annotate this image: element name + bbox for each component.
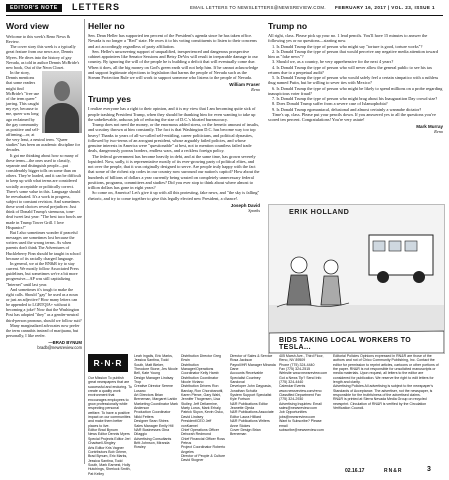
- letter-body-trump-no: [268, 33, 443, 122]
- letter-signature: Joseph David: [230, 202, 260, 208]
- letter-body-trump-yes: [88, 106, 260, 201]
- letter-question: 3. Should we, as a country, be very apprehensive for the next 4 years?: [272, 59, 394, 65]
- letter-city: Sparks: [248, 207, 260, 213]
- masthead-credit: Editor Brad Bynum: [88, 428, 118, 433]
- editors-note-tag: EDITOR'S NOTE: [6, 4, 62, 12]
- word-view-paragraph: It got me thinking about how so many of these terms—the ones used to classify, separate and distinguish people—put considerably bigger tolls on some than on others. They're loaded, and it can be difficult to keep up with what terms are considered socially acceptable or politically correct. There's some value in this. Language should be reevaluated. It's a work in progress, subject to constant revision. And sometimes these word choices reveal prejudices: Just think of Donald Trump's strenuous, tone-deaf tweet last year: "The best taco bowls are made in Trump Tower Grill. I love Hispanics!": [6, 152, 82, 230]
- masthead-credit: Leah Ingalls, Eric Marks, Jessica Santina, Todd South, Matt Bieker, Theodore Stone, Jes Nicole Bell, Kate Young: [134, 354, 178, 376]
- contact-address: 405 Marsh Ave., Third Floor, Reno, NV 89509: [279, 354, 324, 363]
- masthead-credit: Design Manager Lindsay Trop: [134, 375, 174, 385]
- masthead-credit: Contributors Bob Grimm, Brad Bynum, Eric Marks, Jessica Santina, Todd South, Mark Earnest, Holly Hutchings, Sherlock Smith, Pat Kelley: [88, 449, 131, 476]
- letters-right-column: [268, 19, 443, 134]
- masthead-credit: Distribution Director Greg Erwin: [181, 354, 222, 363]
- masthead-credit: President/CEO Jeff vonKaenel: [181, 419, 212, 428]
- word-view-paragraph: Many marginalized advocates now prefer the term cannabis instead of marijuana, but personally, I like reefer.: [6, 322, 80, 339]
- masthead-credit: Chief Operations Officer Deborah Redmond: [181, 427, 219, 437]
- cartoon-bus-wheel: [413, 271, 425, 283]
- word-view-paragraph: In the story, Dennis mentions that some readers might find McBride's "free use of the term queer" jarring. This caught my eye, because to me, queer was long ago reclaimed by the gay community as positive and self-affirming—or, at the very least, a neutral term. "Queer studies" has been an academic discipline for decades.: [6, 70, 81, 153]
- letter-title-trump-no: Trump no: [268, 21, 308, 31]
- email-letters-line: EMAIL LETTERS TO NEWSLETTERS@NEWSREVIEW.COM.: [190, 5, 326, 10]
- letters-middle-column: [88, 19, 260, 213]
- cartoon-bus-window: [389, 241, 401, 251]
- cartoon-caption: BIDS TAKING LOCAL WORKERS TO TESLA...: [279, 337, 412, 351]
- printed-on-note: RN&R is printed at Sierra Nevada Media Group on recycled newsprint. Circulation of RN&R is verified by the Circulation Verification Council.: [333, 397, 427, 411]
- letter-paragraph: Sen. Dean Heller has supported ten percent of the President's agenda since he has taken office. Nevada is no longer a "Red" state. He owes it to his voting constituents to listen to their concerns and act accordingly regardless of party affiliation.: [88, 33, 257, 49]
- letter-question: 9. Is Donald Trump egomaniacal, delusional and almost certainly a wannabe dictator?: [272, 106, 422, 112]
- masthead-column-3: [181, 354, 227, 463]
- letter-question: 6. Is Donald Trump the type of person who might be likely to spend millions on a probe regarding inauspicious voter fraud?: [268, 85, 443, 96]
- masthead-credit: Chief Financial Officer Ross Petrus: [181, 436, 225, 445]
- contact-fax: Fax (775) 324-2515: [279, 367, 311, 372]
- editorial-policies: Editorial Policies Opinions expressed in RN&R are those of the authors and not of Chico Community Publishing, Inc. Contact the editor for permission to reprint articles, cartoons or other portions of the paper. RN&R is not responsible for unsolicited manuscripts or media materials. Upon request, all letters to the editor are considered for publication. We reserve the right to edit letters for length and clarity.: [333, 354, 439, 385]
- contact-advertising-email[interactable]: Advertising Inquiries: Email sales@newsreview.com: [279, 401, 322, 411]
- letter-question: 5. Is Donald Trump the type of person who would safely feel a certain simpatico with a ruthless thug named Putin, but be willing to sever ties with Mexico?: [268, 75, 439, 86]
- letter-paragraph: Sen. Heller's unwavering support of unqualified, inexperienced and dangerous prospective cabinet appointees like Senator Sessions and Betsy DeVos will result in irreparable damage to our country. By ignoring the will of the people he is building a deficit that will eventually come due. When it does, all the big money on God's green earth will not help him. If he cannot acknowledge and support legitimate objections to legislation that harms the people of Nevada such as the Stream Protection Rule we will work to support someone who listens to the people of Nevada.: [88, 48, 259, 80]
- letter-body-heller-no: [88, 33, 260, 80]
- masthead-credit: Arts Editor Kris Vagner: [88, 445, 124, 450]
- footer-section: RN&R: [384, 468, 403, 474]
- masthead-credit: Production Coordinator Nikki Fetters: [134, 410, 171, 419]
- advertising-policies: Advertising Policies All advertising is subject to the newspaper's Standards of Acceptance. The advertiser, not the newspaper, is responsible for the truthfulness of the advertised claims.: [333, 384, 434, 398]
- masthead-credit: News Editor Dennis Myers: [88, 432, 130, 437]
- letter-signature: William Fraser: [229, 82, 260, 88]
- letter-question: 1. Is Donald Trump the type of person who might say "torture is good, torture works"?: [272, 43, 423, 49]
- contact-classified: Classified Department Fax (775) 324-2930: [279, 393, 321, 402]
- masthead-mission: Our Mission To publish great newspapers that are successful and enduring. To create a quality work environment that encourages employees to grow professionally while respecting personal welfare. To have a positive impact on our communities and make them better places to live.: [88, 376, 132, 428]
- word-view-paragraph: Welcome to this week's Reno News & Review.: [6, 34, 71, 45]
- cartoon-figure-body: [321, 276, 341, 305]
- letter-paragraph: Trump does not need the money, or the enormous added stress, or the frenetic amount of insults, and scrutiny thrown at him constantly. The fact is that Washington D.C. has become way too top heavy! Thanks to years of all-so-called self-entitling, career politicians, and political dynasties, followed by two-terms of an arrogant president, whose arguably failed policies, and whose genuine interests in America were "questionable" at best, not to mention countless failed trade deals, dangerously porous borders, endless wars, and a reckless foreign policy.: [88, 122, 260, 154]
- masthead-credit: Creative Director Serene Lusano: [134, 384, 174, 393]
- letter-question: 8. Does Donald Trump suffer from a severe case of Islamophobia?: [272, 101, 388, 107]
- masthead-credit: Director of Sales & Service Rosa Jackson: [230, 354, 273, 363]
- cartoon-bus-wheel: [377, 271, 389, 283]
- cartoon-figure-head: [291, 257, 307, 273]
- portrait-head: [54, 81, 70, 101]
- column-divider: [84, 19, 85, 464]
- rnr-logo: R·N·R: [88, 354, 128, 372]
- masthead-column-5: [279, 354, 329, 432]
- masthead-credit: Director of People & Culture David Stogner: [181, 453, 226, 463]
- masthead-credit: Developer John Daypasia, Jonathan Schultz: [230, 384, 272, 393]
- masthead-credit: N&R Publications Associate Editor Laura Hilliard: [230, 410, 274, 419]
- letter-question: 2. Is Donald Trump the type of person that would perceive any negative media attention toward him as "fake news"?: [268, 48, 438, 59]
- letter-paragraph: Time's up, class. Please put your pencils down. If you answered yes to all the questions you've scored ten percent. Congratulations! You're very astute!: [268, 111, 436, 122]
- masthead-credit: Sales Manager Emily Hill: [134, 423, 174, 428]
- masthead-credit: Art Directors Brian Breneman, Margaret Larkin: [134, 393, 178, 402]
- masthead-column-6: [333, 354, 441, 410]
- letter-paragraph: I realize everyone has a right to their opinion, and it is my view that I am becoming quite sick of people trashing President Trump, when they should be thanking him for even wanting to take up the unbelievable, arduous job of reducing the size of D.C.'s bloated bureaucracy.: [88, 106, 256, 122]
- cartoon-bus-window: [405, 241, 417, 251]
- editor-portrait-photo: [42, 71, 82, 133]
- letter-city: Reno: [434, 129, 443, 135]
- masthead-credit: Designer Sean Shires: [134, 419, 169, 424]
- editorial-cartoon: [268, 204, 445, 354]
- contact-jobs-email[interactable]: Job Opportunities jobs@newsreview.com: [279, 410, 316, 419]
- contact-news-tip: Got a News Tip? Send Info (775) 324-4440: [279, 375, 322, 385]
- letter-question: 7. Is Donald Trump the type of person who might brag about his Inauguration Day crowd size?: [272, 96, 438, 101]
- letter-title-heller-no: Heller no: [88, 21, 125, 31]
- cartoon-artist-signature: ERIK HOLLAND: [289, 207, 350, 216]
- issue-date-line: FEBRUARY 16, 2017 | VOL. 23, ISSUE 1: [335, 5, 435, 10]
- word-view-paragraph: And sometimes it's tough to make the right calls. Should "gay" be used as a noun or just an adjective? How many letters can be appended to LGBTQIA+ without it becoming a joke? Now that the Washington Post has adopted "they" as a gender-neutral third-person pronoun, should we follow suit?: [6, 286, 82, 323]
- letter-question: 4. Is Donald Trump the type of person who will never allow the general public to see his tax returns due to a perpetual audit?: [268, 64, 433, 75]
- word-view-paragraph: In general, we at the RN&R try to stay current. We mostly follow Associated Press guidelines, but sometimes we're a bit more progressive—AP was still capitalizing "Internet" until last year.: [6, 260, 79, 287]
- footer-date-code: 02.16.17: [345, 468, 365, 474]
- cartoon-drawing: [269, 205, 444, 353]
- masthead-column-1: [88, 376, 132, 476]
- masthead-column-2: [134, 354, 178, 450]
- word-view-signature: —BRAD BYNUM: [48, 340, 82, 346]
- letter-paragraph: The federal government has become heavily in debt, and at the same time, has grown severely lopsided. Now, sadly, it is representative mostly of its ever-growing party of political elites, and not over the people, that it was originally designed to serve. Are people truly happy with the fact that some of the richest zip codes in our country now surround our nation's capitol? How about the hundreds of billions of dollars a year currently being wasted on completely unnecessary federal positions, programs, committees and studies? Did you ever stop to think about where almost to trillion dollars has gone in eight years?: [88, 153, 260, 190]
- cartoon-figure-head: [324, 260, 338, 274]
- section-title: LETTERS: [72, 2, 121, 12]
- masthead-credit: Cover Design Brian Breneman: [230, 427, 261, 437]
- masthead-credit: Project Coordinator Roberto Angeles: [181, 445, 226, 454]
- contact-subscribe-email[interactable]: Want to Subscribe? Please email subscribe@newsreview.com: [279, 419, 324, 432]
- masthead-credit: Distribution Drivers Ron Barclay, Ron Chorobanotti, Karen Pierce, Gary Wahl, Jennifer Thogersen, Lisa Stolley, Jeff Dellarmine, Marty Lorus, Mark Erhaly, Patrick Skyon, Kevin Osko, David Lindsey: [181, 384, 224, 419]
- masthead-credit: Accounts Receivable Specialist Courtney Sandoval: [230, 371, 264, 385]
- cartoon-bus-window: [373, 241, 385, 251]
- page-number: 3: [427, 466, 431, 473]
- word-view-body: [6, 34, 82, 338]
- contact-website-link[interactable]: Website www.newsreview.com: [279, 371, 328, 376]
- masthead-credit: Distribution Manager/Operations Coordinator Kelly Hamb: [181, 362, 219, 376]
- masthead-credit: Marketing Coordinator Mark Anderson: [134, 401, 178, 411]
- letter-signature: Mark Murray: [416, 124, 443, 130]
- word-view-paragraph: But I also sometimes wonder if peaceful messages are sometimes lost because the writers used the wrong terms. As when parents don't think The Adventures of Huckleberry Finn should be taught in school because of its racially charged language.: [6, 229, 81, 261]
- masthead-credit: Payroll/HR Manager Miranda Dane: [230, 362, 276, 372]
- word-view-email-link[interactable]: bradb@newsreview.com: [37, 345, 82, 351]
- portrait-shoulders: [45, 103, 79, 133]
- word-view-title: Word view: [6, 21, 49, 31]
- letter-city: Reno: [251, 87, 260, 93]
- masthead-credit: Special Projects Editor Jeri Chadwell-Singley: [88, 436, 131, 446]
- contact-phone: Phone (775) 324-4440: [279, 362, 315, 367]
- header-rule: [6, 15, 443, 16]
- masthead-column-4: [230, 354, 276, 437]
- page-header: [0, 0, 449, 14]
- word-view-column: [6, 19, 82, 350]
- masthead-credit: N&R Publications Editor Jeanette Ojeda: [230, 401, 268, 411]
- masthead-credit: NAR Businesses Gina DiIaggio: [134, 427, 170, 437]
- letter-paragraph: All right, class. Please pick up your no. 1 lead pencils. You'll have 15 minutes to answer the following yes or no questions—starting now.: [268, 33, 428, 44]
- word-view-paragraph: The cover story this week is a typically great feature from our news ace, Dennis Myers. He dives into the history of gay Nevada, as told in author Dennis McBride's new book, Out of the Neon Closet.: [6, 44, 80, 70]
- masthead-credit: Distribution Coordinator Nicole Viviano: [181, 375, 219, 385]
- contact-calendar-link[interactable]: Calendar Events www.newsreview.com/reno: [279, 384, 322, 393]
- masthead-credit: System Support Specialist Kyle Fortson: [230, 393, 272, 402]
- letter-paragraph: So come on, America! Let's give it up with all this protesting, fake news, and "the sky is falling" rhetoric, and try to come together to give this legally elected new President, a chance!.: [88, 190, 260, 201]
- masthead-credit: Advertising Consultants Britt Johnson, Miranda Rowley: [134, 436, 172, 450]
- masthead-credit: N&R Publications Writers Anne Stokes: [230, 419, 270, 428]
- cartoon-figure-body: [287, 275, 311, 305]
- letter-title-trump-yes: Trump yes: [88, 94, 131, 105]
